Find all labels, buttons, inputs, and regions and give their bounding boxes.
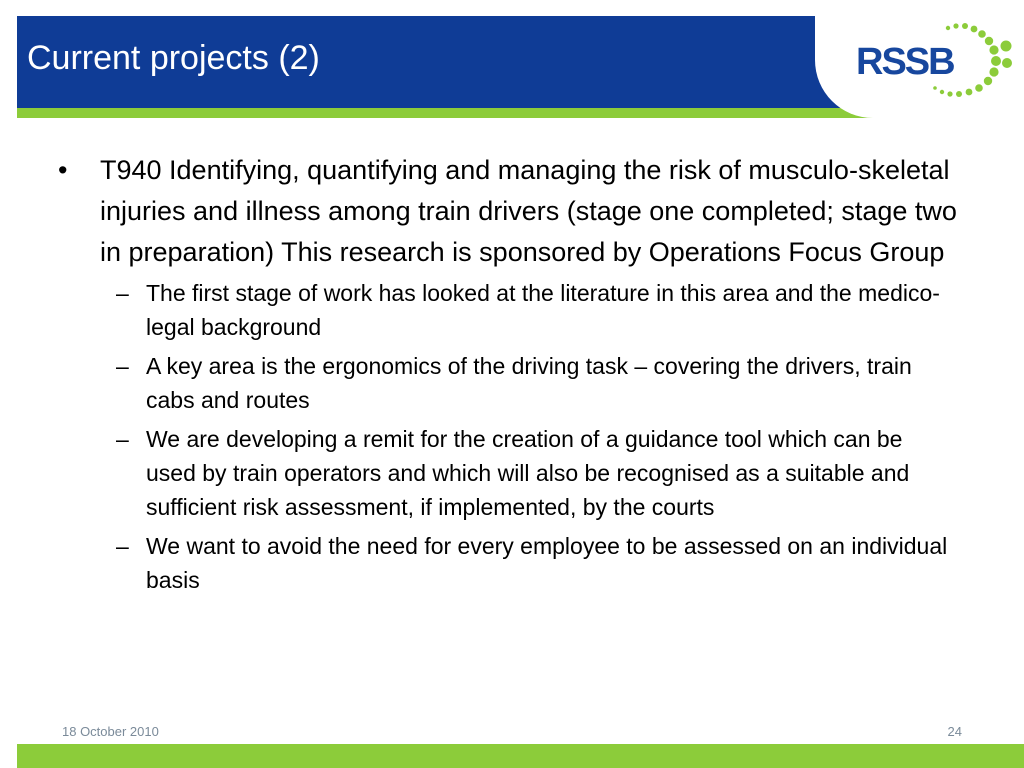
sub-bullet (116, 422, 958, 524)
rssb-logo-dots (920, 18, 1015, 108)
dash-marker: – (116, 426, 129, 452)
main-bullet (58, 150, 958, 273)
sub-bullet-text: A key area is the ergonomics of the driving task – covering the drivers, train cabs and routes (146, 353, 912, 413)
dash-marker: – (116, 353, 129, 379)
sub-bullet (116, 529, 958, 597)
sub-bullet (116, 349, 958, 417)
dash-marker: – (116, 280, 129, 306)
sub-bullet-text: We are developing a remit for the creation of a guidance tool which can be used by train operators and which will also be recognised as a suitable and sufficient risk assessment, if implemented, by the courts (146, 426, 910, 520)
footer-date: 18 October 2010 (62, 724, 159, 739)
sub-bullet (116, 276, 958, 344)
slide-body (58, 150, 958, 602)
page-number: 24 (947, 724, 962, 739)
sub-bullet-text: We want to avoid the need for every employee to be assessed on an individual basis (146, 533, 948, 593)
bullet-marker: • (58, 155, 68, 185)
footer-accent-bar (17, 744, 1024, 768)
sub-bullet-text: The first stage of work has looked at the literature in this area and the medico-legal background (146, 280, 940, 340)
main-bullet-text: T940 Identifying, quantifying and managing the risk of musculo-skeletal injuries and illness among train drivers (stage one completed; stage two in preparation) This research is sponsored by Operations Focus Group (100, 155, 957, 267)
sub-bullet-list (58, 276, 958, 597)
rssb-logo-text: RSSB (856, 41, 954, 83)
slide-title: Current projects (2) (27, 39, 320, 77)
dash-marker: – (116, 533, 129, 559)
